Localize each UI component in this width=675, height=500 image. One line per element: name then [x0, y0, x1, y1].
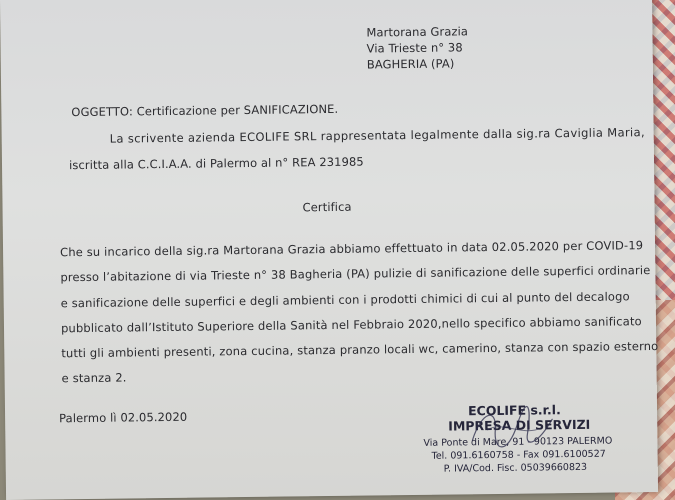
- body-line: pubblicato dall’Istituto Superiore della Sanità nel Febbraio 2020,nello specifico abbiamo sanificato: [60, 314, 642, 336]
- certifica-heading: Certifica: [302, 199, 352, 215]
- recipient-address: Via Trieste n° 38: [366, 40, 463, 56]
- stamp-company: ECOLIFE s.r.l.: [467, 402, 561, 419]
- subject-text: Certificazione per SANIFICAZIONE.: [136, 101, 339, 119]
- body-line: tutti gli ambienti presenti, zona cucina, stanza pranzo locali wc, camerino, stanza con spazio esterno: [61, 338, 659, 361]
- recipient-city: BAGHERIA (PA): [366, 56, 455, 72]
- stamp-phone: Tel. 091.6160758 - Fax 091.6100527: [431, 448, 606, 462]
- subject-line: [71, 102, 338, 119]
- stamp-address: Via Ponte di Mare, 91 - 90123 PALERMO: [423, 435, 613, 449]
- stamp-vat: P. IVA/Cod. Fisc. 05039660823: [443, 461, 588, 475]
- subject-label: OGGETTO:: [71, 104, 133, 120]
- place-date: Palermo lì 02.05.2020: [59, 409, 188, 426]
- body-line: e stanza 2.: [61, 370, 127, 386]
- body-line: presso l’abitazione di via Trieste n° 38 Bagheria (PA) pulizie di sanificazione delle superfici ordinarie: [60, 263, 651, 285]
- body-line: e sanificazione delle superfici e degli ambienti con i prodotti chimici di cui al punto del decalogo: [60, 289, 630, 311]
- signature-scribble: [467, 399, 558, 460]
- recipient-name: Martorana Grazia: [366, 24, 469, 40]
- intro-line-2: iscritta alla C.C.I.A.A. di Palermo al n° REA 231985: [68, 154, 364, 173]
- intro-line-1: La scrivente azienda ECOLIFE SRL rappresentata legalmente dalla sig.ra Caviglia Maria,: [109, 125, 646, 146]
- body-line: Che su incarico della sig.ra Martorana Grazia abbiamo effettuato in data 02.05.2020 per COVID-19: [60, 238, 644, 260]
- stamp-subtitle: IMPRESA DI SERVIZI: [448, 416, 591, 434]
